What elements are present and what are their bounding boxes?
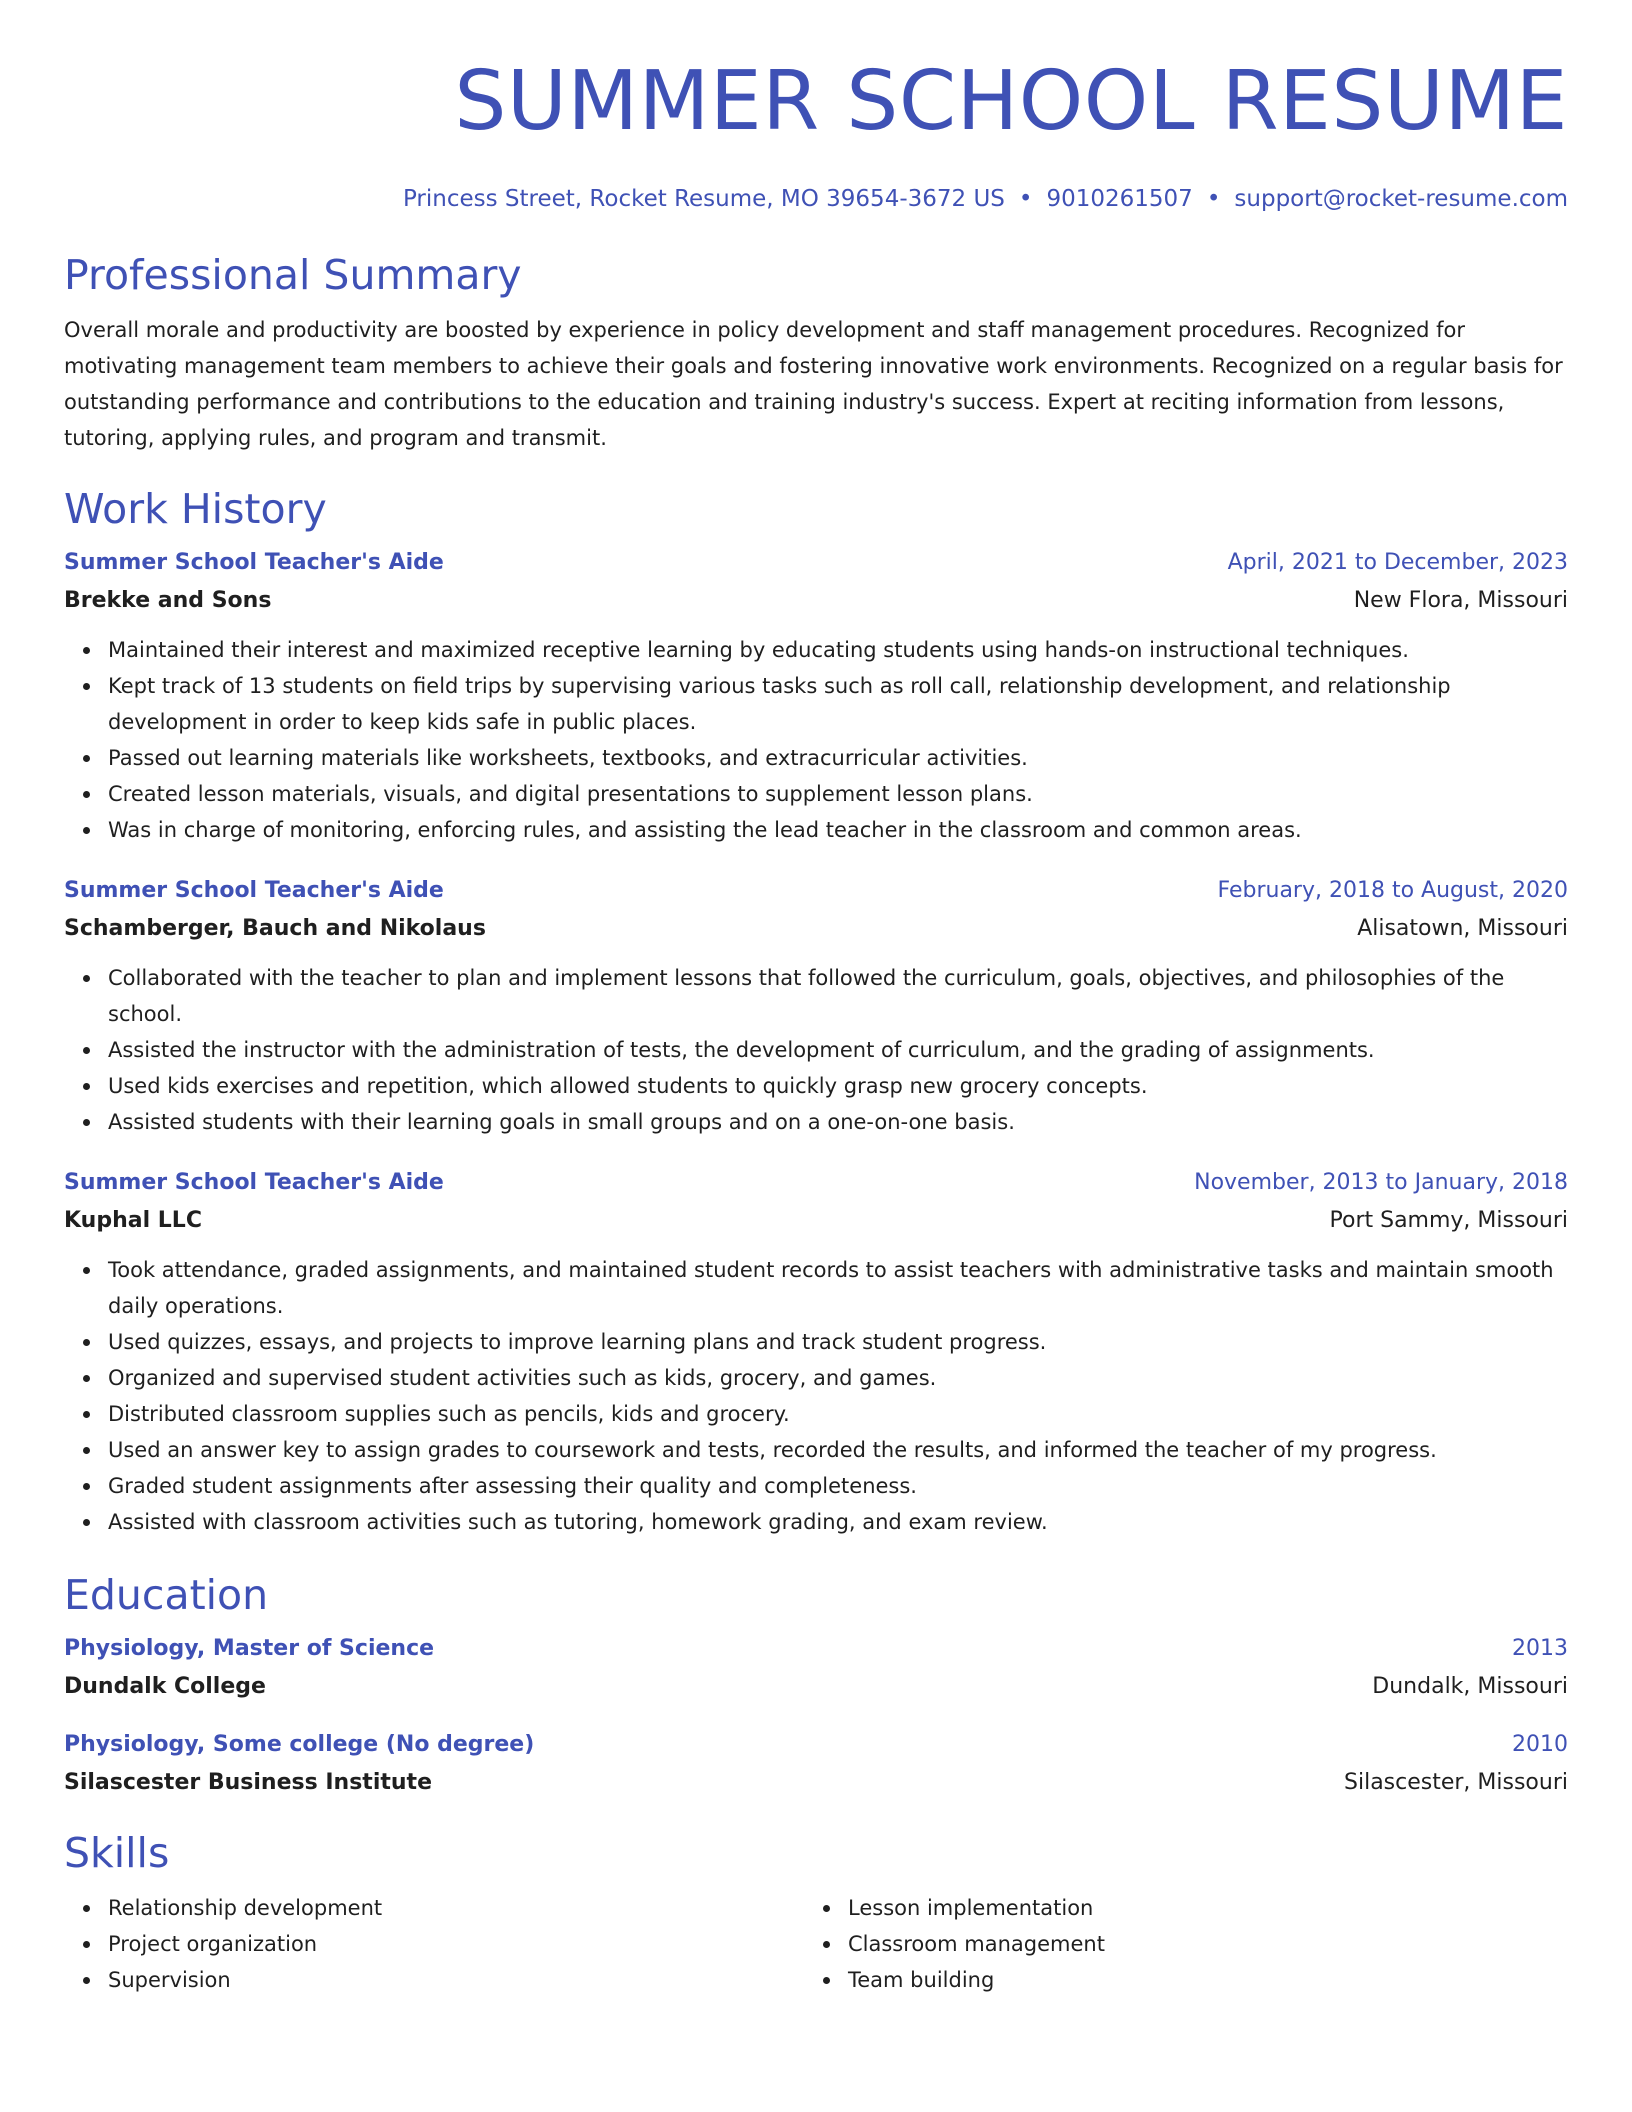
job-bullets [64, 1252, 1568, 1540]
summary-heading: Professional Summary [64, 251, 522, 299]
job-title: Summer School Teacher's Aide [64, 878, 444, 903]
skills-section [64, 1828, 1568, 1998]
education-year: 2013 [1512, 1636, 1568, 1661]
job-title: Summer School Teacher's Aide [64, 550, 444, 575]
job-bullet: Used kids exercises and repetition, which allowed students to quickly grasp new grocery concepts. [108, 1068, 1568, 1104]
education-degree: Physiology, Some college (No degree) [64, 1732, 535, 1757]
education-subheader [64, 1672, 1568, 1702]
job-company: Brekke and Sons [64, 588, 272, 613]
job-entry [64, 548, 1568, 848]
education-entry [64, 1634, 1568, 1702]
skill-item: Lesson implementation [848, 1890, 1544, 1926]
education-school: Silascester Business Institute [64, 1770, 432, 1795]
job-bullets [64, 960, 1568, 1140]
work-history-section [64, 484, 1568, 1540]
work-history-heading: Work History [64, 485, 327, 533]
education-header [64, 1634, 1568, 1664]
education-heading: Education [64, 1571, 269, 1619]
job-header [64, 1168, 1568, 1198]
education-year: 2010 [1512, 1732, 1568, 1757]
job-subheader [64, 586, 1568, 616]
job-subheader [64, 914, 1568, 944]
contact-phone: 9010261507 [1046, 186, 1193, 212]
education-degree: Physiology, Master of Science [64, 1636, 435, 1661]
skills-column-left [64, 1890, 804, 1998]
job-bullets [64, 632, 1568, 848]
job-bullet: Assisted with classroom activities such as tutoring, homework grading, and exam review. [108, 1504, 1568, 1540]
education-location: Silascester, Missouri [1344, 1770, 1568, 1795]
job-header [64, 548, 1568, 578]
education-section [64, 1570, 1568, 1798]
education-header [64, 1730, 1568, 1760]
skills-list [64, 1890, 804, 1998]
job-subheader [64, 1206, 1568, 1236]
skill-item: Team building [848, 1962, 1544, 1998]
education-location: Dundalk, Missouri [1372, 1674, 1568, 1699]
job-bullet: Used an answer key to assign grades to coursework and tests, recorded the results, and informed the teacher of my progress. [108, 1432, 1568, 1468]
education-subheader [64, 1768, 1568, 1798]
job-bullet: Assisted students with their learning goals in small groups and on a one-on-one basis. [108, 1104, 1568, 1140]
job-title: Summer School Teacher's Aide [64, 1170, 444, 1195]
job-bullet: Kept track of 13 students on field trips by supervising various tasks such as roll call, relationship development, and relationship development in order to keep kids safe in public places. [108, 668, 1568, 740]
job-entry [64, 1168, 1568, 1540]
job-entry [64, 876, 1568, 1140]
job-bullet: Used quizzes, essays, and projects to improve learning plans and track student progress. [108, 1324, 1568, 1360]
job-company: Kuphal LLC [64, 1208, 202, 1233]
job-bullet: Took attendance, graded assignments, and maintained student records to assist teachers with administrative tasks and maintain smooth daily operations. [108, 1252, 1568, 1324]
skill-item: Classroom management [848, 1926, 1544, 1962]
job-location: New Flora, Missouri [1353, 588, 1568, 613]
contact-separator: • [1206, 186, 1221, 212]
skill-item: Supervision [108, 1962, 804, 1998]
job-bullet: Maintained their interest and maximized receptive learning by educating students using hands-on instructional techniques. [108, 632, 1568, 668]
summary-text: Overall morale and productivity are boosted by experience in policy development and staff management procedures. Recognized for motivating management team members to achieve their goals and fostering innovative work environments. Recognized on a regular basis for outstanding performance and contributions to the education and training industry's success. Expert at reciting information from lessons, tutoring, applying rules, and program and transmit. [64, 318, 1563, 450]
job-dates: April, 2021 to December, 2023 [1227, 550, 1568, 575]
job-bullet: Organized and supervised student activities such as kids, grocery, and games. [108, 1360, 1568, 1396]
job-dates: February, 2018 to August, 2020 [1217, 878, 1568, 903]
education-entry [64, 1730, 1568, 1798]
job-dates: November, 2013 to January, 2018 [1194, 1170, 1568, 1195]
job-header [64, 876, 1568, 906]
education-school: Dundalk College [64, 1674, 266, 1699]
job-location: Port Sammy, Missouri [1329, 1208, 1568, 1233]
job-company: Schamberger, Bauch and Nikolaus [64, 916, 486, 941]
summary-section [64, 250, 1568, 456]
skill-item: Project organization [108, 1926, 804, 1962]
contact-line [64, 184, 1568, 214]
skill-item: Relationship development [108, 1890, 804, 1926]
skills-list [804, 1890, 1544, 1998]
contact-address: Princess Street, Rocket Resume, MO 39654-3672 US [402, 186, 1005, 212]
skills-column-right [804, 1890, 1544, 1998]
job-bullet: Was in charge of monitoring, enforcing rules, and assisting the lead teacher in the classroom and common areas. [108, 812, 1568, 848]
skills-heading: Skills [64, 1829, 170, 1877]
contact-separator: • [1018, 186, 1033, 212]
resume-name: SUMMER SCHOOL RESUME [454, 54, 1568, 149]
job-bullet: Distributed classroom supplies such as pencils, kids and grocery. [108, 1396, 1568, 1432]
skills-grid [64, 1890, 1568, 1998]
job-bullet: Graded student assignments after assessing their quality and completeness. [108, 1468, 1568, 1504]
job-location: Alisatown, Missouri [1357, 916, 1568, 941]
job-bullet: Created lesson materials, visuals, and digital presentations to supplement lesson plans. [108, 776, 1568, 812]
job-bullet: Collaborated with the teacher to plan and implement lessons that followed the curriculum, goals, objectives, and philosophies of the school. [108, 960, 1568, 1032]
contact-email: support@rocket-resume.com [1234, 186, 1568, 212]
job-bullet: Assisted the instructor with the administration of tests, the development of curriculum, and the grading of assignments. [108, 1032, 1568, 1068]
job-bullet: Passed out learning materials like worksheets, textbooks, and extracurricular activities. [108, 740, 1568, 776]
